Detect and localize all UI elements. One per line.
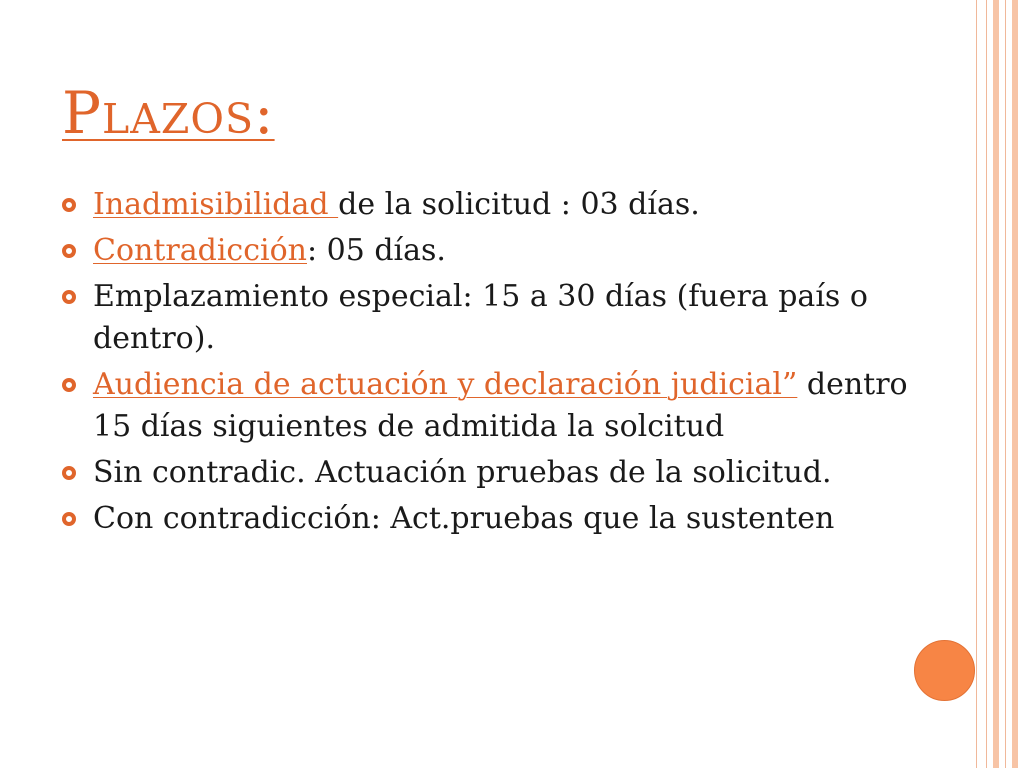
bullet-text: Con contradicción: Act.pruebas que la sustenten: [93, 501, 835, 536]
bullet-item: [60, 498, 940, 540]
bullet-ring-icon: [62, 290, 76, 304]
bullet-item: [60, 230, 940, 272]
bullet-text: : 05 días.: [307, 233, 446, 268]
frame-bar-1: [993, 0, 999, 768]
link-text[interactable]: Inadmisibilidad: [93, 187, 339, 222]
bullet-ring-icon: [62, 198, 76, 212]
bullet-ring-icon: [62, 466, 76, 480]
frame-bar-2: [1012, 0, 1018, 768]
bullet-item: [60, 184, 940, 226]
bullet-ring-icon: [62, 378, 76, 392]
bullet-item: [60, 364, 940, 448]
bullet-item: [60, 276, 940, 360]
bullet-ring-icon: [62, 512, 76, 526]
bullet-text: Emplazamiento especial: 15 a 30 días (fuera país o dentro).: [93, 279, 868, 356]
frame-line-3: [1005, 0, 1006, 768]
bullet-text: Sin contradic. Actuación pruebas de la solicitud.: [93, 455, 832, 490]
bullet-text: de la solicitud : 03 días.: [338, 187, 700, 222]
frame-line-2: [986, 0, 987, 768]
link-text[interactable]: Audiencia de actuación y declaración judicial”: [93, 367, 798, 402]
frame-line-1: [976, 0, 977, 768]
decorative-circle: [914, 640, 975, 701]
bullet-list: [60, 184, 940, 544]
bullet-item: [60, 452, 940, 494]
bullet-text: dentro 15 días siguientes de admitida la solcitud: [93, 367, 908, 444]
bullet-ring-icon: [62, 244, 76, 258]
link-text[interactable]: Contradicción: [93, 233, 307, 268]
slide-title: Plazos:: [62, 79, 275, 147]
